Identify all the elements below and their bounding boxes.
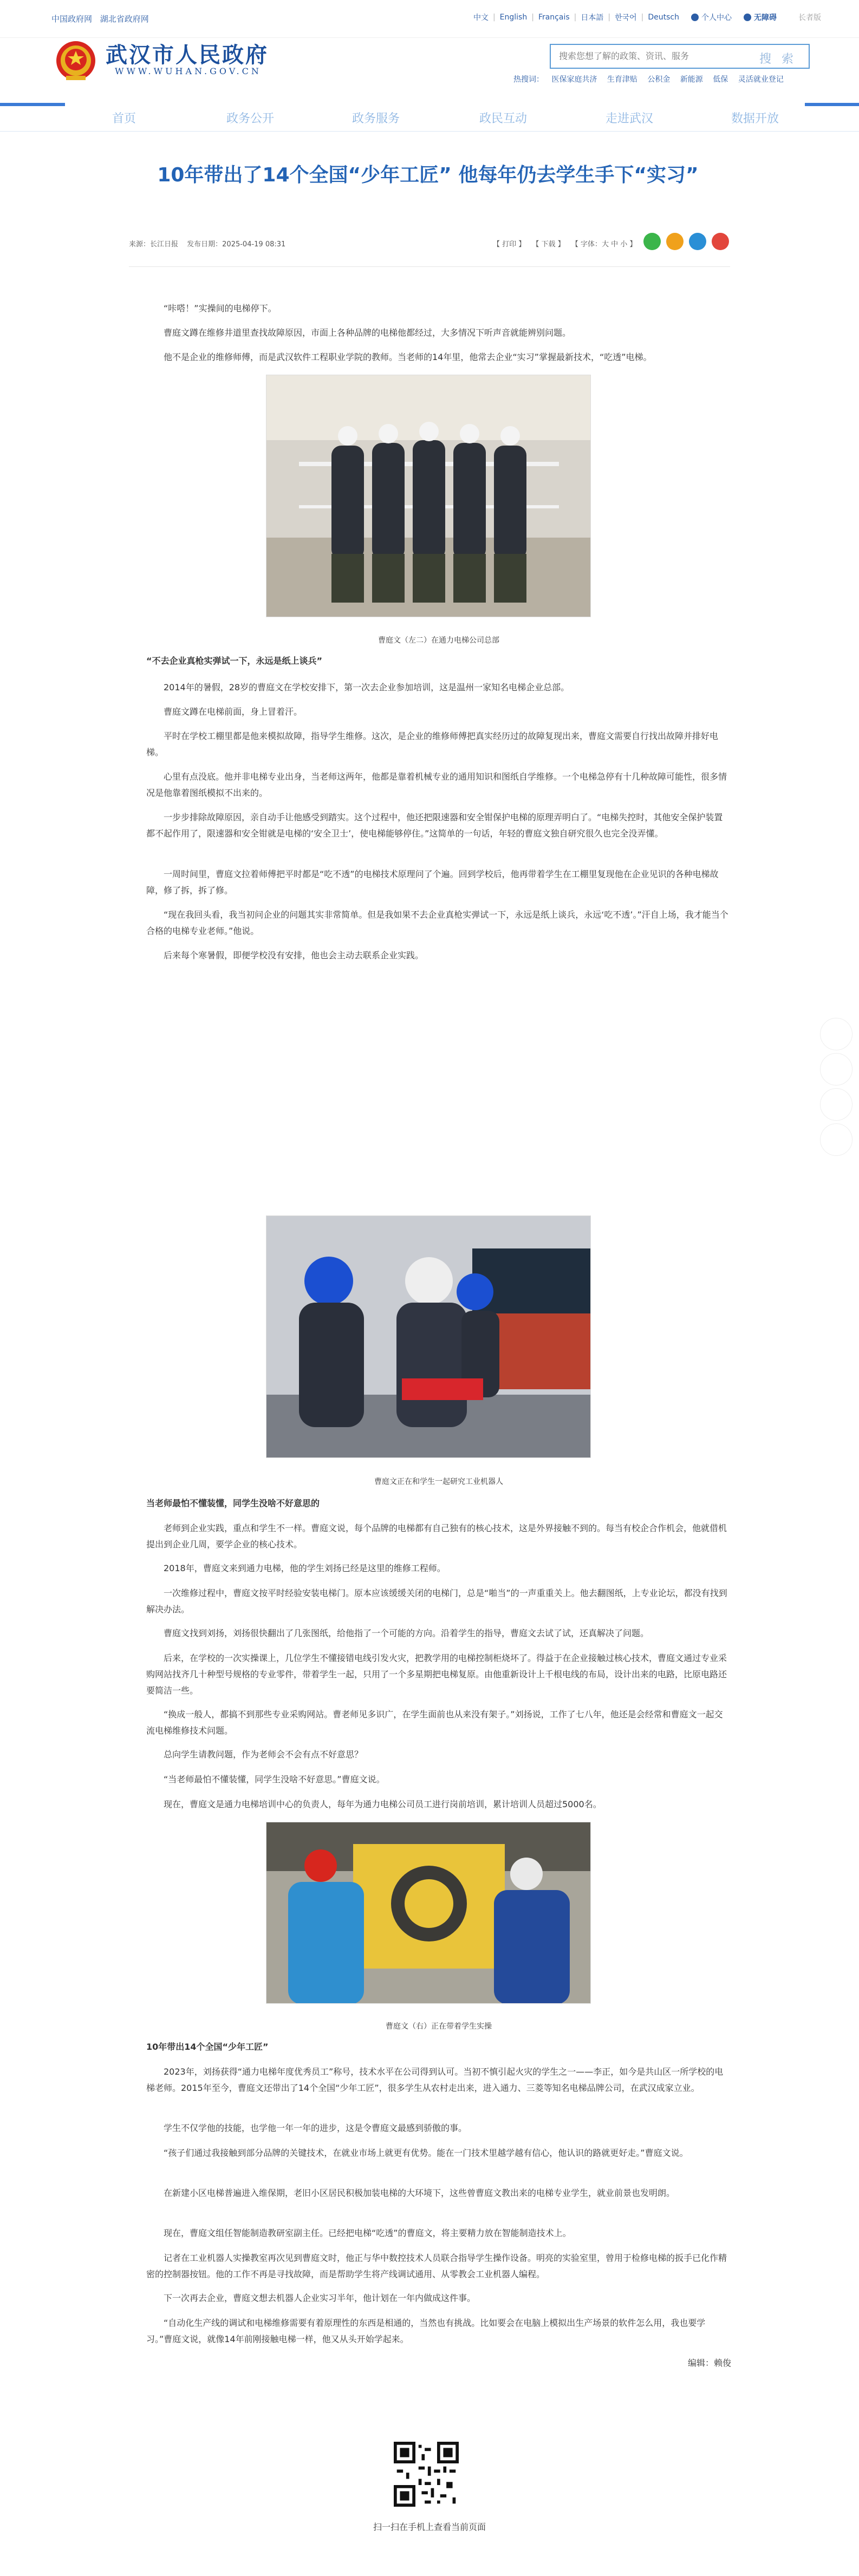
paragraph: 曹庭文蹲在维修井道里查找故障原因，市面上各种品牌的电梯他都经过，大多情况下听声音就能辨别问题。 <box>164 328 571 338</box>
search-input[interactable] <box>559 51 754 61</box>
editor-credit: 编辑：赖俊 <box>687 2358 731 2368</box>
photo-caption: 曹庭文（右）正在带着学生实操 <box>386 2022 492 2031</box>
personal-center-link[interactable]: 个人中心 <box>701 14 732 22</box>
hot-word[interactable]: 医保家庭共济 <box>551 75 597 84</box>
site-title[interactable]: 武汉市人民政府 <box>106 42 269 68</box>
paragraph: 心里有点没底。他并非电梯专业出身，当老师这两年，他都是靠着机械专业的通用知识和图纸自学维修。一个电梯急停有十几种故障可能性，很多情况是他靠着图纸模拟不出来的。 <box>146 772 727 798</box>
paragraph: 一步步排除故障原因，亲自动手让他感受到踏实。这个过程中，他还把限速器和安全钳保护电梯的原理弄明白了。“电梯失控时，其他安全保护装置都不起作用了，限速器和安全钳就是电梯的‘安全卫士’，使电梯能够停住。”这简单的一句话，年轻的曹庭文独自研究很久也完全没弄懂。 <box>146 812 723 839</box>
font-size-control[interactable]: 【 字体：大 中 小 】 <box>571 240 637 249</box>
qr-caption: 扫一扫在手机上查看当前页面 <box>373 2522 486 2532</box>
paragraph: “当老师最怕不懂装懂，同学生没啥不好意思。”曹庭文说。 <box>164 1774 385 1784</box>
article-photo-3 <box>266 1822 591 2004</box>
accessibility-icon <box>744 14 751 21</box>
hot-word[interactable]: 灵活就业登记 <box>738 75 784 84</box>
photo-caption: 曹庭文正在和学生一起研究工业机器人 <box>374 1477 503 1486</box>
lang-zh[interactable]: 中文 <box>473 14 489 22</box>
site-url: WWW.WUHAN.GOV.CN <box>115 66 262 76</box>
hot-word[interactable]: 生育津贴 <box>607 75 637 84</box>
user-icon <box>691 14 699 21</box>
float-button[interactable] <box>820 1018 853 1050</box>
paragraph: 2023年，刘扬获得“通力电梯年度优秀员工”称号，技术水平在公司得到认可。当初不慎引起火灾的学生之一——李正，如今是共山区一所学校的电梯老师。2015年至今，曹庭文还带出了14个全国“少年工匠”，很多学生从农村走出来，进入通力、三菱等知名电梯品牌公司，在武汉成家立业。 <box>146 2067 724 2093</box>
hot-search-words <box>513 74 791 84</box>
hot-word[interactable]: 公积金 <box>647 75 671 84</box>
paragraph: “现在我回头看，我当初问企业的问题其实非常简单。但是我如果不去企业真枪实弹试一下，永远是纸上谈兵，永远‘吃不透’。”汗自上场，我才能当个合格的电梯专业老师。”他说。 <box>146 910 728 936</box>
article-photo-2 <box>266 1215 591 1458</box>
nav-open-data[interactable]: 数据开放 <box>731 112 779 126</box>
site-header <box>0 38 859 103</box>
qr-code <box>394 2442 459 2507</box>
paragraph: 曹庭文找到刘扬，刘扬很快翻出了几张图纸，给他指了一个可能的方向。沿着学生的指导，曹庭文去试了试，还真解决了问题。 <box>164 1628 649 1638</box>
paragraph: 一周时间里，曹庭文拉着师傅把平时都是“吃不透”的电梯技术原理问了个遍。回到学校后，他再带着学生在工棚里复现他在企业见识的各种电梯故障，修了拆，拆了修。 <box>146 869 719 895</box>
paragraph: 总向学生请教问题，作为老师会不会有点不好意思？ <box>164 1749 363 1760</box>
lang-ja[interactable]: 日本語 <box>581 14 604 22</box>
qzone-share-icon[interactable] <box>666 233 684 250</box>
nav-wuhan[interactable]: 走进武汉 <box>606 112 654 126</box>
paragraph: 记者在工业机器人实操教室再次见到曹庭文时，他正与华中数控技术人员联合指导学生操作设备。明亮的实验室里，曾用于检修电梯的扳手已化作精密的控制器按钮。他的工作不再是寻找故障，而是帮助学生将产线调试通用、从零教会工业机器人编程。 <box>146 2253 727 2279</box>
paragraph: 学生不仅学他的技能，也学他一年一年的进步，这是令曹庭文最感到骄傲的事。 <box>164 2123 467 2133</box>
wechat-share-icon[interactable] <box>643 233 661 250</box>
article-tools <box>493 238 641 249</box>
paragraph: “换成一般人，都搞不到那些专业采购网站。曹老师见多识广，在学生面前也从来没有架子。”刘扬说，工作了七八年，他还是会经常和曹庭文一起交流电梯维修技术问题。 <box>146 1709 723 1736</box>
paragraph: 现在，曹庭文是通力电梯培训中心的负责人，每年为通力电梯公司员工进行岗前培训，累计培训人员超过5000名。 <box>164 1799 602 1809</box>
nav-gov-affairs[interactable]: 政务公开 <box>226 112 275 126</box>
nav-home[interactable]: 首页 <box>112 112 136 126</box>
language-links: 中文 | English | Français | 日本語 | 한국어 | Deutsch 个人中心 无障碍 长者版 <box>473 13 821 22</box>
paragraph: 老师到企业实践，重点和学生不一样。曹庭文说，每个品牌的电梯都有自己独有的核心技术，这是外界接触不到的。每当有校企合作机会，他就借机提出到企业几周，要学企业的核心技术。 <box>146 1523 727 1549</box>
paragraph: 在新建小区电梯普遍进入维保期，老旧小区居民积极加装电梯的大环境下，这些曾曹庭文教出来的电梯专业学生，就业前景也发明朗。 <box>164 2188 675 2198</box>
lang-de[interactable]: Deutsch <box>648 13 679 22</box>
paragraph: 一次维修过程中，曹庭文按平时经验安装电梯门。原本应该缓缓关闭的电梯门，总是“啪当”的一声重重关上。他去翻图纸，上专业论坛，都没有找到解决办法。 <box>146 1588 727 1614</box>
main-nav <box>0 103 859 135</box>
hot-search-label: 热搜词： <box>513 75 544 84</box>
paragraph: 后来每个寒暑假，即便学校没有安排，他也会主动去联系企业实践。 <box>164 950 424 960</box>
paragraph: “咔嗒！”实操间的电梯停下。 <box>164 303 277 313</box>
section-heading: 当老师最怕不懂装懂，同学生没啥不好意思的 <box>146 1498 320 1508</box>
lang-en[interactable]: English <box>499 13 528 22</box>
elder-mode-link[interactable]: 长者版 <box>798 14 821 22</box>
share-buttons <box>643 233 734 250</box>
paragraph: 2018年，曹庭文来到通力电梯，他的学生刘扬已经是这里的维修工程师。 <box>164 1563 446 1573</box>
top-bar <box>0 0 859 38</box>
article-photo-1 <box>266 375 591 617</box>
paragraph: “自动化生产线的调试和电梯维修需要有着原理性的东西是相通的，当然也有挑战。比如要会在电脑上模拟出生产场景的软件怎么用，我也要学习。”曹庭文说，就像14年前刚接触电梯一样，他又从头开始学起来。 <box>146 2318 706 2344</box>
paragraph: “孩子们通过我接触到部分品牌的关键技术，在就业市场上就更有优势。能在一门技术里越学越有信心，他认识的路就更好走。”曹庭文说。 <box>164 2148 688 2158</box>
article-meta <box>129 238 292 249</box>
lang-fr[interactable]: Français <box>538 13 570 22</box>
print-button[interactable]: 【 打印 】 <box>493 240 526 249</box>
section-heading: 10年带出14个全国“少年工匠” <box>146 2042 269 2052</box>
accessibility-link[interactable]: 无障碍 <box>754 14 777 22</box>
search-box <box>550 44 810 69</box>
paragraph: 他不是企业的维修师傅，而是武汉软件工程职业学院的教师。当老师的14年里，他常去企业“实习”掌握最新技术，“吃透”电梯。 <box>164 352 652 362</box>
float-button[interactable] <box>820 1053 853 1086</box>
paragraph: 后来，在学校的一次实操课上，几位学生不懂接错电线引发火灾，把教学用的电梯控制柜烧坏了。得益于在企业接触过核心技术，曹庭文通过专业采购网站找齐几十种型号规格的专业零件，带着学生一起，只用了一个多星期把电梯复原。由他重新设计上千根电线的布局，设计出来的电路，比原电路还要简洁一些。 <box>146 1653 727 1696</box>
float-button[interactable] <box>820 1123 853 1156</box>
top-left-links <box>51 13 154 24</box>
section-heading: “不去企业真枪实弹试一下，永远是纸上谈兵” <box>146 656 323 666</box>
download-button[interactable]: 【 下载 】 <box>532 240 565 249</box>
article-date: 发布日期：2025-04-19 08:31 <box>187 240 286 249</box>
photo-caption: 曹庭文（左二）在通力电梯公司总部 <box>378 636 499 645</box>
lang-ko[interactable]: 한국어 <box>615 14 637 22</box>
qq-share-icon[interactable] <box>689 233 706 250</box>
article-title: 10年带出了14个全国“少年工匠” 他每年仍去学生手下“实习” <box>157 164 699 186</box>
weibo-share-icon[interactable] <box>712 233 729 250</box>
paragraph: 曹庭文蹲在电梯前面，身上冒着汗。 <box>164 707 303 717</box>
nav-interaction[interactable]: 政民互动 <box>479 112 528 126</box>
paragraph: 下一次再去企业，曹庭文想去机器人企业实习半年，他计划在一年内做成这件事。 <box>164 2293 476 2303</box>
link-gov-cn[interactable]: 中国政府网 <box>51 14 93 24</box>
nav-services[interactable]: 政务服务 <box>352 112 400 126</box>
search-button[interactable]: 搜 索 <box>759 53 797 66</box>
float-button[interactable] <box>820 1088 853 1121</box>
national-emblem-icon <box>54 38 97 84</box>
link-hubei-gov[interactable]: 湖北省政府网 <box>100 14 149 24</box>
paragraph: 2014年的暑假，28岁的曹庭文在学校安排下，第一次去企业参加培训，这是温州一家知名电梯企业总部。 <box>164 682 570 692</box>
paragraph: 平时在学校工棚里都是他来模拟故障，指导学生维修。这次，是企业的维修师傅把真实经历过的故障复现出来，曹庭文需要自行找出故障并排好电梯。 <box>146 731 719 757</box>
hot-word[interactable]: 低保 <box>713 75 728 84</box>
article-source: 来源：长江日报 <box>129 240 179 249</box>
paragraph: 现在，曹庭文组任智能制造教研室副主任。已经把电梯“吃透”的曹庭文，将主要精力放在智能制造技术上。 <box>164 2228 571 2238</box>
hot-word[interactable]: 新能源 <box>680 75 703 84</box>
